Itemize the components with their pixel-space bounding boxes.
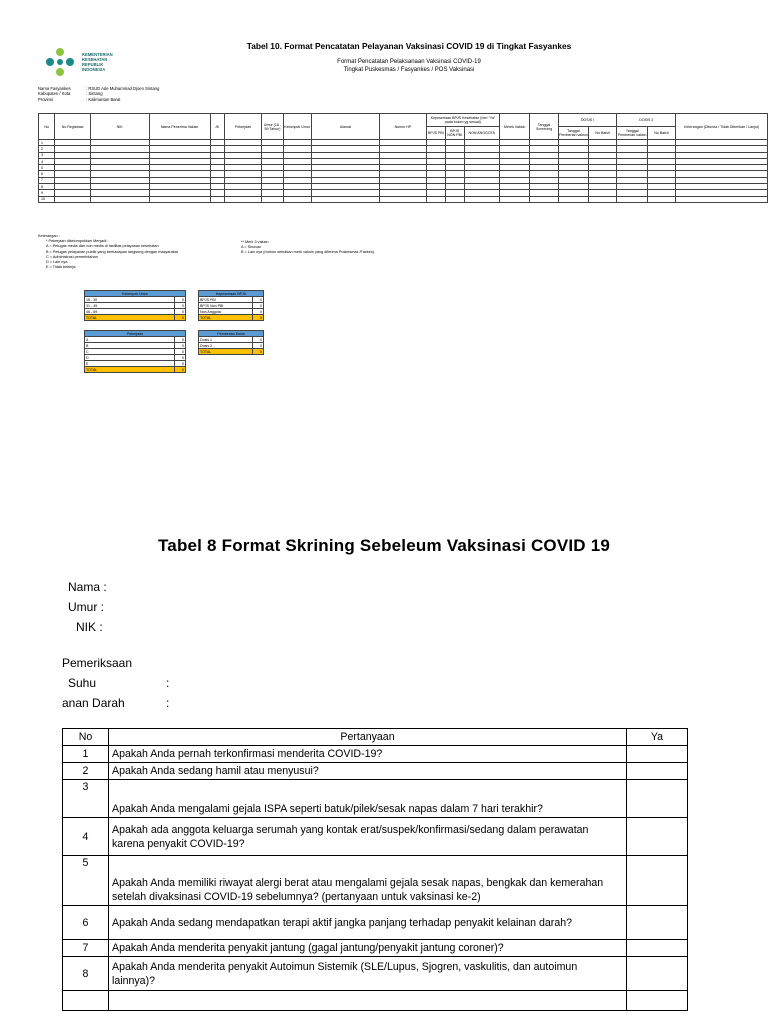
summary-row [85, 367, 186, 373]
summary-value: 0 [175, 297, 186, 303]
summary-label: Non Anggota [199, 309, 253, 315]
summary-label: Dosis 1 [199, 337, 253, 343]
logo-line: KEMENTERIAN [82, 52, 113, 57]
summary-kepesertaan-bpjs [198, 290, 264, 321]
col-tgl2: Tanggal Pemberian vaksin [617, 127, 648, 140]
question-number: 5 [63, 856, 109, 906]
summary-value: 0 [253, 337, 264, 343]
summary-label: TOTAL [199, 349, 253, 355]
summary-value: 0 [175, 349, 186, 355]
screening-row [63, 991, 688, 1011]
summary-value: 0 [253, 309, 264, 315]
note-line: A = Petugas medis dan non medis di fasilitas pelayanan kesehatan [46, 244, 159, 249]
answer-ya-cell[interactable] [627, 763, 688, 780]
col-batch2: No Batch [647, 127, 675, 140]
row-number: 10 [39, 196, 55, 202]
table-cell [530, 196, 558, 202]
col-jk: JK [210, 114, 224, 140]
screening-row [63, 818, 688, 856]
col-nama: Nama Penerima Vaksin [149, 114, 210, 140]
screening-row [63, 763, 688, 780]
col-skrining: Tanggal Screening [530, 114, 558, 140]
logo-line: REPUBLIK [82, 62, 104, 67]
col-ya: Ya [627, 729, 688, 746]
question-number: 7 [63, 940, 109, 957]
question-text: Apakah Anda sedang mendapatkan terapi aktif jangka panjang terhadap penyakit kelainan darah? [109, 906, 627, 940]
summary-row [199, 315, 264, 321]
table-cell [558, 196, 589, 202]
col-dosis1: DOSIS I [558, 114, 617, 127]
question-text: Apakah Anda pernah terkonfirmasi menderita COVID-19? [109, 746, 627, 763]
answer-ya-cell[interactable] [627, 818, 688, 856]
screening-row [63, 746, 688, 763]
field-nama: Nama : [68, 580, 107, 594]
screening-row [63, 957, 688, 991]
summary-label: TOTAL [85, 315, 175, 321]
col-pbi: BPJS PBI [426, 127, 445, 140]
table-cell [617, 196, 648, 202]
row-number: 2 [39, 146, 55, 152]
summary-kelompok-umur [84, 290, 186, 321]
logo-line: KESEHATAN [82, 57, 108, 62]
logo-line: INDONESIA [82, 67, 106, 72]
question-number: 2 [63, 763, 109, 780]
summary-title: Pekerjaan [85, 331, 186, 337]
col-keterangan: Keterangan (Ditunda / Tidak Diberikan / Lanjut) [676, 114, 768, 140]
summary-label: BPJS PBI [199, 297, 253, 303]
col-merek: Merek Vaksin [499, 114, 530, 140]
summary-value: 0 [175, 303, 186, 309]
question-text: Apakah Anda menderita penyakit jantung (gagal jantung/penyakit jantung coroner)? [109, 940, 627, 957]
col-dosis2: DOSIS 2 [617, 114, 676, 127]
question-number: 1 [63, 746, 109, 763]
summary-pemberian-dosis [198, 330, 264, 355]
answer-ya-cell[interactable] [627, 906, 688, 940]
col-pertanyaan: Pertanyaan [109, 729, 627, 746]
summary-label: 46 - 59 [85, 309, 175, 315]
table-cell [627, 991, 688, 1011]
meta-value: : Kalimantan Barat [86, 96, 121, 102]
field-suhu-colon: : [166, 676, 170, 690]
note-line: Keterangan : [38, 234, 60, 238]
summary-value: 0 [175, 343, 186, 349]
col-bpjs: Kepesertaan BPJS Kesehatan (beri "Ya" pada kolom yg sesuai) [426, 114, 499, 127]
col-kelompok: Kelompok Umur [283, 114, 311, 140]
table-cell [224, 196, 262, 202]
row-number: 3 [39, 152, 55, 158]
note-line: C = Administrasi pemerintahan [46, 254, 98, 259]
meta-key: Provinsi [38, 96, 53, 102]
col-no: No [63, 729, 109, 746]
table-cell [426, 196, 445, 202]
meta-value: : RSUD Ade Muhammad Djoen Sintang [86, 86, 160, 91]
screening-row [63, 780, 688, 818]
table-cell [90, 196, 149, 202]
summary-value: 0 [253, 349, 264, 355]
row-number: 7 [39, 177, 55, 183]
summary-label: E [85, 361, 175, 367]
question-text: Apakah Anda sedang hamil atau menyusui? [109, 763, 627, 780]
question-number: 4 [63, 818, 109, 856]
field-umur: Umur : [68, 600, 104, 614]
col-nonanggota: NON ANGGOTA [464, 127, 499, 140]
meta-row [38, 97, 159, 102]
summary-label: A [85, 337, 175, 343]
answer-ya-cell[interactable] [627, 957, 688, 991]
screening-row [63, 906, 688, 940]
summary-row [85, 315, 186, 321]
summary-value: 0 [253, 343, 264, 349]
summary-label: D [85, 355, 175, 361]
field-tekanan-darah: anan Darah [62, 696, 125, 710]
notes-merk [241, 240, 374, 256]
answer-ya-cell[interactable] [627, 856, 688, 906]
col-nonpbi: BPJS NON PBI [445, 127, 464, 140]
question-text: Apakah Anda mengalami gejala ISPA seperti batuk/pilek/sesak napas dalam 7 hari terakhir? [109, 780, 627, 818]
summary-value: 0 [175, 315, 186, 321]
col-umur: Umur (18 - 59 Tahun) [262, 114, 283, 140]
summary-value: 0 [253, 303, 264, 309]
table-cell [647, 196, 675, 202]
question-text: Apakah Anda menderita penyakit Autoimun Sistemik (SLE/Lupus, Sjogren, vaskulitis, dan autoimun lainnya)? [109, 957, 627, 991]
screening-row [63, 940, 688, 957]
summary-label: 18 - 30 [85, 297, 175, 303]
table-cell [109, 991, 627, 1011]
note-line: * Pekerjaan dikelompokkan Menjadi : [46, 239, 109, 244]
summary-title: Pemberian Dosis [199, 331, 264, 337]
col-alamat: Alamat [311, 114, 379, 140]
notes-pekerjaan [38, 234, 178, 270]
row-number: 4 [39, 158, 55, 164]
table-cell [445, 196, 464, 202]
table10-title: Tabel 10. Format Pencatatan Pelayanan Vaksinasi COVID 19 di Tingkat Fasyankes [246, 41, 572, 51]
note-line: B = Lain nya (mohon sebutkan merk vaksin yang diterima Puskesmas /Faskes) [241, 250, 375, 255]
table-cell [210, 196, 224, 202]
table-cell [262, 196, 283, 202]
note-line: E = Tidak bekerja [46, 265, 76, 270]
answer-ya-cell[interactable] [627, 780, 688, 818]
vaccination-record-table [38, 113, 768, 203]
summary-label: TOTAL [199, 315, 253, 321]
note-line: A = Sinovac [241, 245, 262, 250]
question-text: Apakah Anda memiliki riwayat alergi berat atau mengalami gejala sesak napas, bengkak dan kemerahan setelah divaksinasi COVID-19 sebelumnya? (pertanyaan untuk vaksinasi ke-2) [109, 856, 627, 906]
meta-value: : Sintang [86, 91, 103, 97]
table-cell [149, 196, 210, 202]
question-text: Apakah ada anggota keluarga serumah yang kontak erat/suspek/konfirmasi/sedang dalam perawatan karena penyakit COVID-19? [109, 818, 627, 856]
question-number: 8 [63, 957, 109, 991]
summary-title: Kelompok Umur [85, 291, 186, 297]
question-number: 6 [63, 906, 109, 940]
col-no: No [39, 114, 55, 140]
table-row [39, 196, 768, 202]
field-darah-colon: : [166, 696, 170, 710]
table-cell [676, 196, 768, 202]
row-number: 8 [39, 184, 55, 190]
question-number: 3 [63, 780, 109, 818]
screening-row [63, 856, 688, 906]
table-cell [379, 196, 426, 202]
note-line: ** Merk 3 vaksin [241, 240, 269, 244]
summary-value: 0 [253, 315, 264, 321]
answer-ya-cell[interactable] [627, 746, 688, 763]
summary-label: C [85, 349, 175, 355]
row-number: 1 [39, 140, 55, 146]
col-noreg: No Registrasi [55, 114, 90, 140]
subtitle-line1: Format Pencatatan Pelaksanaan Vaksinasi COVID-19 [337, 59, 481, 65]
answer-ya-cell[interactable] [627, 940, 688, 957]
col-hp: Nomor HP [379, 114, 426, 140]
summary-row [199, 349, 264, 355]
field-nik: NIK : [76, 620, 103, 634]
table10-subtitle [0, 58, 768, 74]
col-nik: NIK [90, 114, 149, 140]
table-cell [589, 196, 617, 202]
table-cell [55, 196, 90, 202]
table-cell [63, 991, 109, 1011]
row-number: 9 [39, 190, 55, 196]
note-line: D = Lain nya [46, 260, 68, 265]
summary-value: 0 [175, 309, 186, 315]
meta-key: Kabupaten / Kota [38, 91, 71, 97]
col-tgl1: Tanggal Pemberian vaksin [558, 127, 589, 140]
table-cell [283, 196, 311, 202]
summary-value: 0 [175, 337, 186, 343]
row-number: 6 [39, 171, 55, 177]
table8-title: Tabel 8 Format Skrining Sebeleum Vaksinasi COVID 19 [157, 536, 611, 555]
summary-label: 31 - 45 [85, 303, 175, 309]
summary-value: 0 [175, 361, 186, 367]
field-suhu: Suhu [68, 676, 97, 690]
summary-value: 0 [175, 367, 186, 373]
col-pekerjaan: Pekerjaan [224, 114, 262, 140]
facility-meta [38, 86, 159, 102]
row-number: 5 [39, 165, 55, 171]
note-line: B = Petugas pelayanan publik yang berhadapan langsung dengan masyarakat [46, 249, 178, 254]
summary-label: Dosis 2 [199, 343, 253, 349]
screening-table [62, 728, 688, 1011]
summary-label: B [85, 343, 175, 349]
field-pemeriksaan: Pemeriksaan [62, 656, 133, 670]
table-cell [464, 196, 499, 202]
table-cell [311, 196, 379, 202]
summary-pekerjaan [84, 330, 186, 373]
table-cell [499, 196, 530, 202]
meta-key: Nama Fasyankes [38, 86, 71, 91]
summary-label: BPJS Non PBI [199, 303, 253, 309]
summary-value: 0 [253, 297, 264, 303]
subtitle-line2: Tingkat Puskesmas / Fasyankes / POS Vaksinasi [343, 67, 475, 73]
summary-value: 0 [175, 355, 186, 361]
summary-label: TOTAL [85, 367, 175, 373]
col-batch1: No Batch [589, 127, 617, 140]
summary-title: Kepesertaan BPJS [199, 291, 264, 297]
